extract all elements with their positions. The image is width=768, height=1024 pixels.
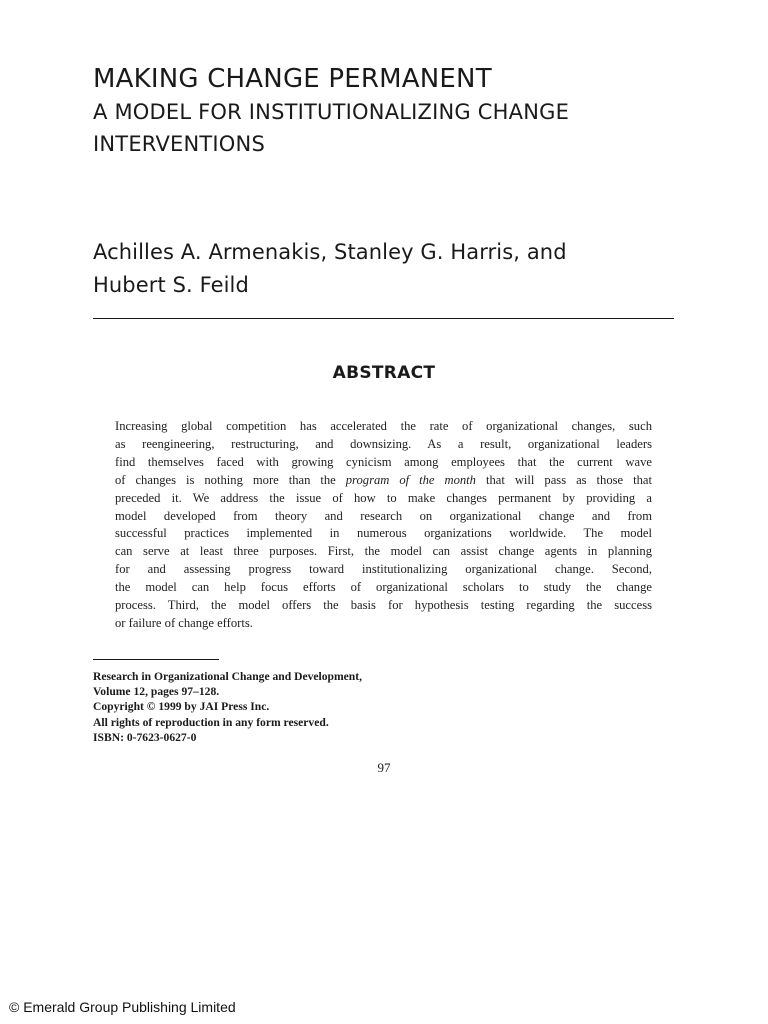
author-line-2: Hubert S. Feild (93, 273, 249, 297)
title-divider (93, 318, 674, 319)
page-number: 97 (377, 760, 391, 775)
publication-volume: Volume 12, pages 97–128. (93, 685, 220, 699)
author-line-1: Achilles A. Armenakis, Stanley G. Harris, and (93, 240, 567, 264)
publication-isbn: ISBN: 0-7623-0627-0 (93, 730, 197, 744)
article-subtitle-line-2: INTERVENTIONS (93, 132, 265, 156)
publisher-footer: © Emerald Group Publishing Limited (9, 999, 236, 1015)
abstract-heading: ABSTRACT (332, 363, 436, 383)
publication-info (93, 669, 513, 745)
abstract-line: model developed from theory and research on organizational change and from (115, 508, 652, 523)
abstract-line: as reengineering, restructuring, and downsizing. As a result, organizational leaders (115, 436, 652, 451)
abstract-line: for and assessing progress toward institutionalizing organizational change. Second, (115, 562, 652, 577)
abstract-line: Increasing global competition has accelerated the rate of organizational changes, such (115, 419, 652, 433)
abstract-line-part: of changes is nothing more than the (115, 472, 336, 487)
abstract-line: the model can help focus efforts of organizational scholars to study the change (115, 580, 652, 595)
article-subtitle-line-1: A MODEL FOR INSTITUTIONALIZING CHANGE (93, 100, 570, 124)
abstract-text (115, 418, 652, 633)
author-list (93, 236, 693, 302)
abstract-line-with-emphasis (115, 472, 652, 490)
abstract-line: successful practices implemented in numerous organizations worldwide. The model (115, 526, 652, 541)
abstract-line: process. Third, the model offers the basis for hypothesis testing regarding the success (115, 598, 652, 613)
abstract-line-part: that will pass as those that (485, 472, 652, 487)
abstract-line: or failure of change efforts. (115, 615, 253, 630)
abstract-emphasis-program-of-the-month: program of the month (345, 472, 476, 487)
abstract-line: can serve at least three purposes. First, the model can assist change agents in planning (115, 544, 652, 559)
article-title-block (93, 62, 713, 160)
publication-copyright: Copyright © 1999 by JAI Press Inc. (93, 700, 270, 714)
publication-rights: All rights of reproduction in any form reserved. (93, 715, 329, 729)
abstract-line: find themselves faced with growing cynicism among employees that the current wave (115, 454, 652, 469)
footnote-divider (93, 659, 219, 660)
abstract-line: preceded it. We address the issue of how to make changes permanent by providing a (115, 490, 652, 505)
publication-series: Research in Organizational Change and Development, (93, 670, 363, 683)
article-title: MAKING CHANGE PERMANENT (93, 64, 492, 94)
